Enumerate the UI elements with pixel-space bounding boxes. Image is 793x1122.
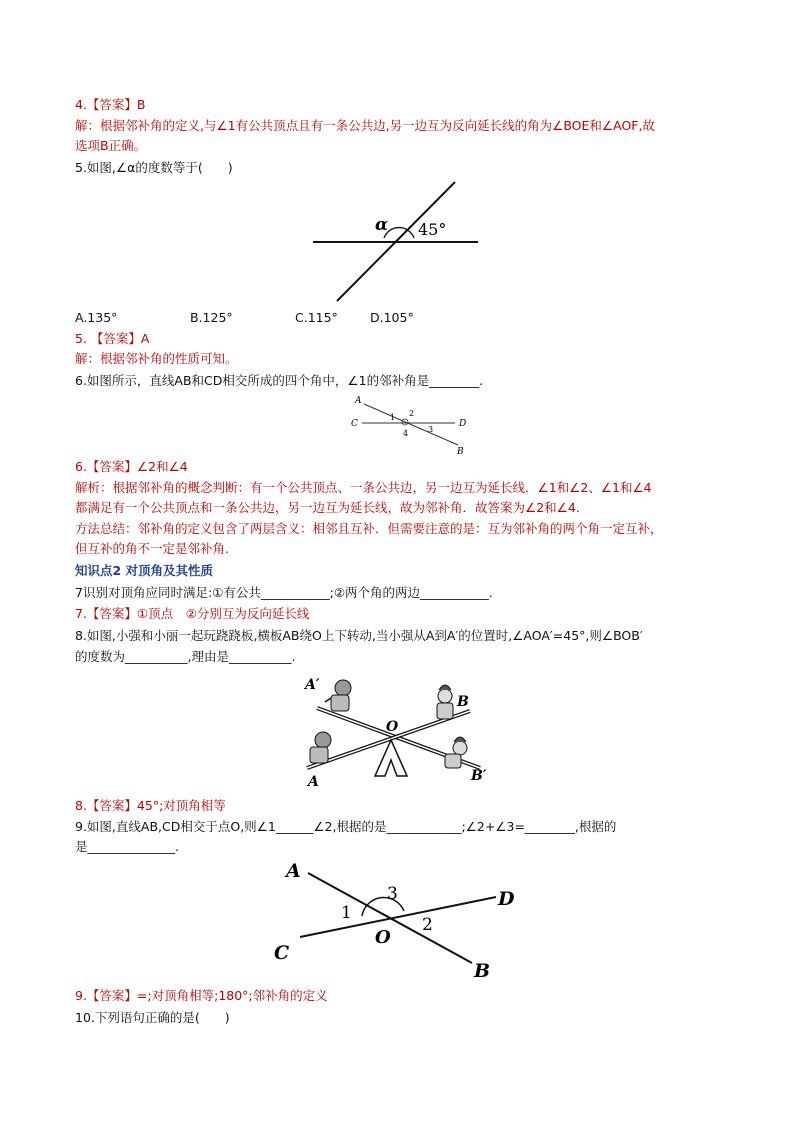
question-5: 5.如图,∠α的度数等于( ) — [75, 160, 233, 175]
angle-1-label: 1 — [390, 413, 396, 422]
solution-4-line1: 解：根据邻补角的定义,与∠1有公共顶点且有一条公共边,另一边互为反向延长线的角为∠BOE和∠AOF,故 — [75, 118, 655, 133]
label-d: D — [498, 888, 515, 910]
angle-2-label: 2 — [422, 915, 433, 935]
option-5a: A.135° — [75, 310, 118, 325]
figure-6 — [340, 390, 480, 460]
angle-2-label: 2 — [409, 409, 415, 418]
label-d: D — [459, 419, 467, 429]
label-b: B — [474, 960, 491, 982]
label-a: A — [355, 396, 362, 406]
knowledge-point-2: 知识点2 对顶角及其性质 — [75, 563, 214, 578]
option-5d: D.105° — [370, 310, 414, 325]
question-8-line2: 的度数为__________,理由是__________. — [75, 649, 296, 664]
kid-a-prime-icon — [325, 680, 351, 711]
option-5b: B.125° — [190, 310, 233, 325]
question-10: 10.下列语句正确的是( ) — [75, 1010, 230, 1025]
angle-45-label: 45° — [418, 220, 447, 239]
label-o: O — [375, 927, 391, 948]
answer-7: 7.【答案】①顶点 ②分别互为反向延长线 — [75, 606, 310, 621]
angle-3-label: 3 — [387, 884, 398, 904]
question-9-line1: 9.如图,直线AB,CD相交于点O,则∠1______∠2,根据的是____________;∠2+∠3=________,根据的 — [75, 819, 617, 834]
label-a: A — [286, 860, 301, 882]
figure-8-seesaw — [295, 668, 505, 793]
label-b: B — [457, 694, 469, 710]
solution-5: 解：根据邻补角的性质可知。 — [75, 351, 238, 366]
label-a: A — [308, 774, 319, 790]
label-o: O — [386, 719, 399, 735]
alpha-label: α — [375, 215, 389, 235]
answer-9: 9.【答案】=;对顶角相等;180°;邻补角的定义 — [75, 988, 328, 1003]
angle-3-label: 3 — [428, 425, 434, 434]
angle-4-label: 4 — [403, 429, 409, 438]
option-5c: C.115° — [295, 310, 338, 325]
label-c: C — [274, 942, 290, 964]
solution-4-line2: 选项B正确。 — [75, 138, 147, 153]
label-c: C — [351, 419, 358, 429]
kid-a-icon — [310, 732, 331, 763]
figure-9 — [270, 855, 530, 985]
analysis-6-line1: 解析：根据邻补角的概念判断：有一个公共顶点、一条公共边，另一边互为延长线．∠1和∠2、∠1和∠4 — [75, 480, 652, 495]
analysis-6-line2: 都满足有一个公共顶点和一条公共边，另一边互为延长线，故为邻补角．故答案为∠2和∠4. — [75, 500, 580, 515]
question-7: 7识别对顶角应同时满足:①有公共___________;②两个角的两边___________. — [75, 585, 493, 600]
method-6-line1: 方法总结：邻补角的定义包含了两层含义：相邻且互补．但需要注意的是：互为邻补角的两个角一定互补， — [75, 521, 663, 536]
question-8-line1: 8.如图,小强和小丽一起玩跷跷板,横板AB绕O上下转动,当小强从A到A′的位置时,∠AOA′=45°,则∠BOB′ — [75, 628, 643, 643]
answer-5: 5. 【答案】A — [75, 331, 150, 346]
question-6: 6.如图所示，直线AB和CD相交所成的四个角中，∠1的邻补角是________. — [75, 373, 484, 388]
label-a-prime: A′ — [305, 677, 320, 693]
answer-6: 6.【答案】∠2和∠4 — [75, 459, 188, 474]
angle-1-label: 1 — [341, 903, 352, 923]
method-6-line2: 但互补的角不一定是邻补角. — [75, 541, 229, 556]
answer-4: 4.【答案】B — [75, 97, 146, 112]
kid-b-icon — [437, 685, 453, 719]
question-9-line2: 是______________. — [75, 839, 179, 854]
answer-8: 8.【答案】45°;对顶角相等 — [75, 798, 226, 813]
label-b-prime: B′ — [471, 768, 487, 784]
figure-5 — [300, 176, 500, 306]
label-b: B — [457, 447, 464, 457]
